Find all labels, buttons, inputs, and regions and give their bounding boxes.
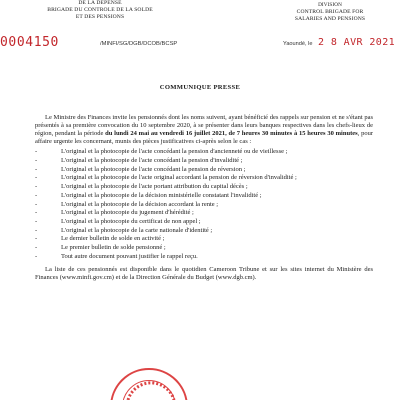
list-item-text: L'original et la photocopie de l'acte original accordant la pension de réversion d'invalidité ; [61,174,297,182]
intro-paragraph [35,114,373,146]
list-item [35,192,373,200]
seal-arc-text-icon [112,370,190,400]
list-dash: - [35,200,38,208]
document-title: COMMUNIQUE PRESSE [159,84,241,91]
intro-text-part1: Le Ministre des Finances invite les pensionnés dont les noms suivent, ayant bénéficié des rappels sur pension et ne s'étant pas présentés à sa première convocation du 10 septembre 2020, à se présenter dans leurs banques respectives dans les chefs-lieux de région, pendant la période [35,114,373,138]
list-dash: - [35,226,38,234]
intro-text-bold: du lundi 24 mai au vendredi 16 juillet 2021, de 7 heures 30 minutes à 15 heures 30 minutes [105,130,358,138]
list-dash: - [35,243,38,251]
list-item-text: L'original et la photocopie de la décision accordant la rente ; [61,200,219,208]
list-item-text: L'original et la photocopie du jugement d'hérédité ; [61,209,194,217]
list-item-text: L'original et la photocopie de la décision ministérielle constatant l'invalidité ; [61,191,262,199]
official-seal-icon [110,368,188,400]
list-item [35,174,373,182]
list-dash: - [35,217,38,225]
date-stamp: 2 8 AVR 2021 [318,37,396,48]
list-item-text: L'original et la photocopie de l'acte portant attribution du capital décès ; [61,183,248,191]
list-item [35,157,373,165]
list-item [35,209,373,217]
list-item-text: L'original et la photocopie de l'acte concédant la pension de réversion ; [61,165,246,173]
list-dash: - [35,252,38,260]
list-dash: - [35,191,38,199]
list-dash: - [35,209,38,217]
header-right-line2: CONTROL BRIGADE FOR [296,9,364,15]
closing-paragraph: La liste de ces pensionnés est disponible dans le quotidien Cameroon Tribune et sur les sites internet du Ministère des Finances (www.minfi.gov.cm) et de la Direction Générale du Budget (www.dgb.cm). [35,265,373,281]
list-item [35,166,373,174]
header-right [270,2,390,23]
header-right-line1: DIVISION [318,2,342,8]
list-item-text: Tout autre document pouvant justifier le rappel reçu. [61,252,198,260]
place-date-prefix: Yaoundé, le [283,41,313,47]
document-body [35,114,373,282]
list-item [35,227,373,235]
header-left-line1: DE LA DEPENSE [78,0,122,6]
list-dash: - [35,165,38,173]
list-item [35,183,373,191]
list-item [35,148,373,156]
header-right-line3: SALARIES AND PENSIONS [294,16,366,22]
list-item-text: Le dernier bulletin de solde en activité ; [61,235,165,243]
list-item [35,201,373,209]
reference-code: /MINFI/SG/DGB/DCOB/BCSP [100,41,178,47]
header-left-line2: BRIGADE DU CONTROLE DE LA SOLDE [47,7,153,13]
intro-text-part2: , pour affaire urgente les concernant, munis des pièces justificatives ci-après selon le cas : [35,130,373,146]
list-item [35,244,373,252]
list-dash: - [35,157,38,165]
list-item [35,253,373,261]
list-item-text: L'original et la photocopie de l'acte concédant la pension d'invalidité ; [61,157,243,165]
list-dash: - [35,183,38,191]
list-dash: - [35,174,38,182]
required-documents-list [35,148,373,260]
list-dash: - [35,148,38,156]
list-item-text: L'original et la photocopie de l'acte concédant la pension d'ancienneté ou de vieillesse ; [61,148,288,156]
list-item-text: Le premier bulletin de solde pensionné ; [61,243,166,251]
list-item [35,218,373,226]
list-item [35,235,373,243]
list-item-text: L'original et la photocopie du certificat de non appel ; [61,217,201,225]
reference-number-stamp: 0004150 [0,35,59,50]
list-dash: - [35,235,38,243]
list-item-text: L'original et la photocopie de la carte nationale d'identité ; [61,226,213,234]
header-left-line3: ET DES PENSIONS [75,14,125,20]
header-left [30,0,170,21]
